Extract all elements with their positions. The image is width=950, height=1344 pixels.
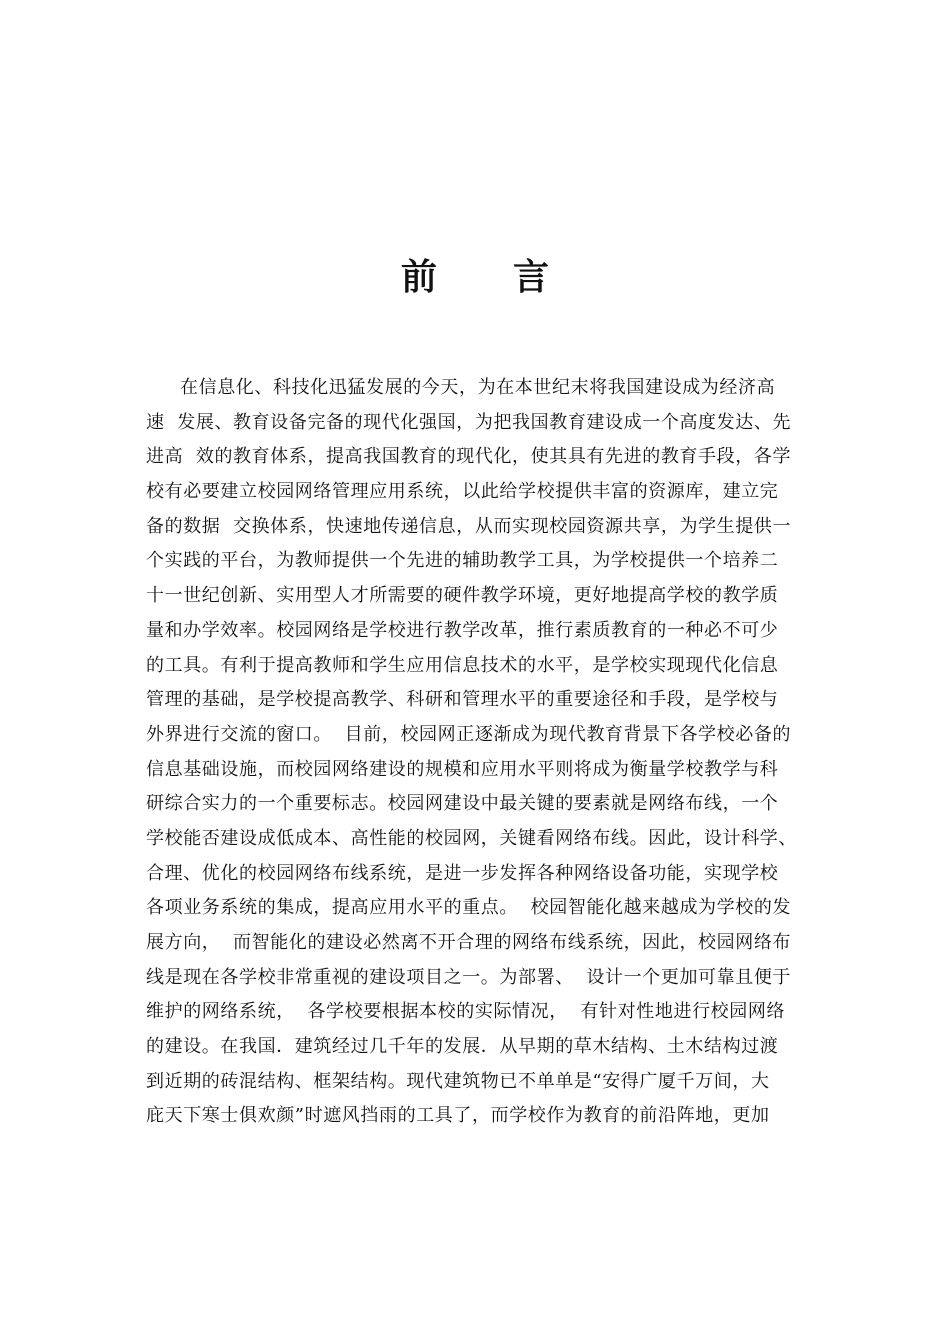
title-char-2: 言 <box>513 256 550 298</box>
paragraph-line: 维护的网络系统， 各学校要根据本校的实际情况， 有针对性地进行校园网络 <box>146 1001 786 1023</box>
paragraph-line: 进高 效的教育体系，提高我国教育的现代化，使其具有先进的教育手段，各学 <box>146 446 792 468</box>
paragraph-line: 线是现在各学校非常重视的建设项目之一。为部署、 设计一个更加可靠且便于 <box>146 966 792 988</box>
paragraph-line: 研综合实力的一个重要标志。校园网建设中最关键的要素就是网络布线，一个 <box>146 793 779 815</box>
paragraph-line: 庇天下寒士俱欢颜”时遮风挡雨的工具了，而学校作为教育的前沿阵地，更加 <box>146 1105 770 1127</box>
paragraph-line: 在信息化、科技化迅猛发展的今天，为在本世纪末将我国建设成为经济高 <box>180 377 776 398</box>
paragraph-line: 到近期的砖混结构、框架结构。现代建筑物已不单单是“安得广厦千万间，大 <box>146 1070 770 1092</box>
paragraph-line: 个实践的平台，为教师提供一个先进的辅助教学工具，为学校提供一个培养二 <box>146 550 779 572</box>
paragraph-line: 速 发展、教育设备完备的现代化强国，为把我国教育建设成一个高度发达、先 <box>146 411 792 433</box>
paragraph-line: 合理、优化的校园网络布线系统，是进一步发挥各种网络设备功能，实现学校 <box>146 862 779 884</box>
paragraph-line: 量和办学效率。校园网络是学校进行教学改革，推行素质教育的一种必不可少 <box>146 619 779 641</box>
paragraph-line: 各项业务系统的集成，提高应用水平的重点。 校园智能化越来越成为学校的发 <box>146 897 792 919</box>
paragraph-line: 学校能否建设成低成本、高性能的校园网，关键看网络布线。因此，设计科学、 <box>146 827 797 849</box>
paragraph-line: 十一世纪创新、实用型人才所需要的硬件教学环境，更好地提高学校的教学质 <box>146 585 779 607</box>
paragraph-line: 的建设。在我国．建筑经过几千年的发展．从早期的草木结构、土木结构过渡 <box>146 1036 779 1058</box>
title-char-1: 前 <box>400 256 437 298</box>
preface-paragraph <box>146 371 836 1134</box>
paragraph-line: 备的数据 交换体系，快速地传递信息，从而实现校园资源共享，为学生提供一 <box>146 515 792 537</box>
paragraph-line: 管理的基础，是学校提高教学、科研和管理水平的重要途径和手段，是学校与 <box>146 689 779 711</box>
paragraph-line: 校有必要建立校园网络管理应用系统，以此给学校提供丰富的资源库，建立完 <box>146 481 779 503</box>
paragraph-line: 的工具。有利于提高教师和学生应用信息技术的水平，是学校实现现代化信息 <box>146 654 779 676</box>
paragraph-line: 展方向， 而智能化的建设必然离不开合理的网络布线系统，因此，校园网络布 <box>146 932 792 953</box>
paragraph-line: 信息基础设施，而校园网络建设的规模和应用水平则将成为衡量学校教学与科 <box>146 758 779 780</box>
paragraph-line: 外界进行交流的窗口。 目前，校园网正逐渐成为现代教育背景下各学校必备的 <box>146 723 792 745</box>
page-title <box>0 254 950 300</box>
